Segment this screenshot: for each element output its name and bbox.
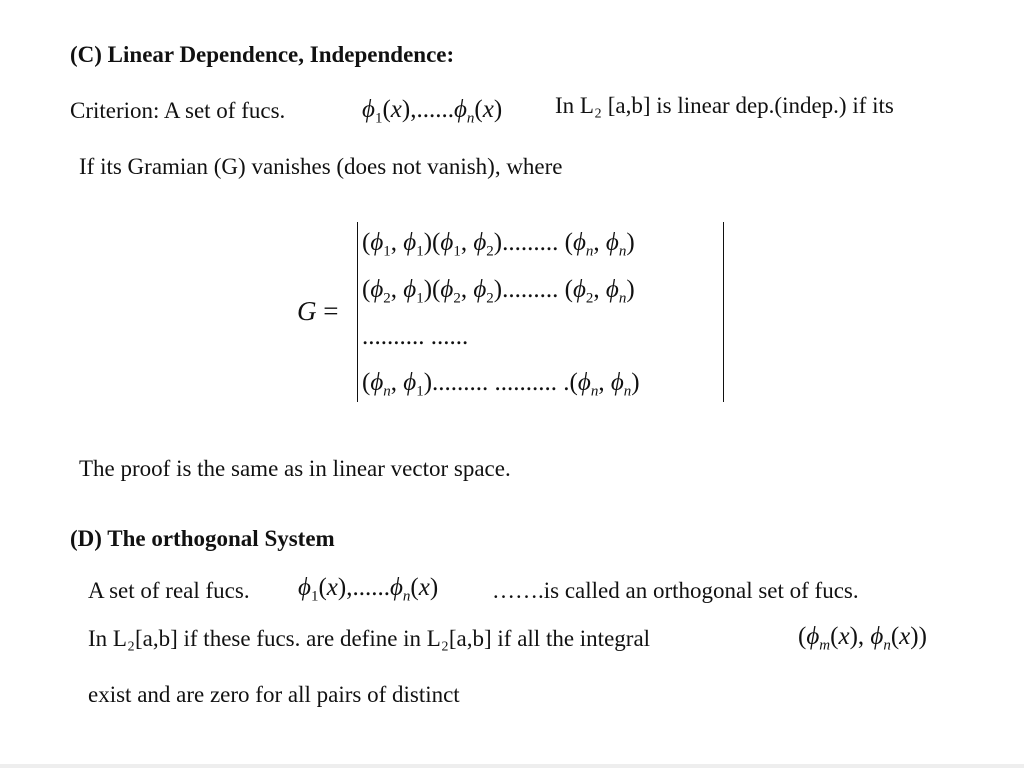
criterion-tail: In L₂ [a,b] is linear dep.(indep.) if its bbox=[555, 93, 894, 118]
section-d-heading: (D) The orthogonal System bbox=[70, 526, 335, 551]
inner-product-formula: ($\phi_m(x)$, $\phi_n(x)$) bbox=[798, 623, 927, 654]
matrix-row-3: .......... ...... bbox=[362, 323, 469, 350]
criterion-label: Criterion: A set of fucs. bbox=[70, 98, 286, 123]
gramian-line: If its Gramian (G) vanishes (does not vanish), where bbox=[79, 154, 563, 179]
function-set-formula: $\phi_1(x),......\phi_n(x)$ bbox=[362, 96, 503, 127]
orthogonal-function-set-formula: $\phi_1(x),......\phi_n(x)$ bbox=[298, 574, 439, 605]
gramian-matrix bbox=[357, 222, 724, 402]
orthogonal-line-3: exist and are zero for all pairs of distinct bbox=[88, 682, 460, 707]
section-c-heading: (C) Linear Dependence, Independence: bbox=[70, 42, 455, 67]
proof-line: The proof is the same as in linear vector space. bbox=[79, 456, 511, 481]
matrix-row-1: ($\phi_1$, $\phi_1)(\phi_1$, $\phi_2$)......... ($\phi_n$, $\phi_n$) bbox=[362, 229, 635, 260]
orthogonal-line-1-suffix: …….is called an orthogonal set of fucs. bbox=[492, 578, 859, 603]
orthogonal-line-1-prefix: A set of real fucs. bbox=[88, 578, 250, 603]
matrix-row-4: ($\phi_n$, $\phi_1$)......... .......... $.(\phi_n$, $\phi_n$) bbox=[362, 369, 640, 400]
matrix-row-2: ($\phi_2$, $\phi_1)(\phi_2$, $\phi_2$)......... ($\phi_2$, $\phi_n$) bbox=[362, 276, 635, 307]
bottom-border bbox=[0, 764, 1024, 768]
orthogonal-line-2: In L₂[a,b] if these fucs. are define in L₂[a,b] if all the integral bbox=[88, 626, 651, 651]
matrix-label: G = bbox=[297, 296, 339, 326]
